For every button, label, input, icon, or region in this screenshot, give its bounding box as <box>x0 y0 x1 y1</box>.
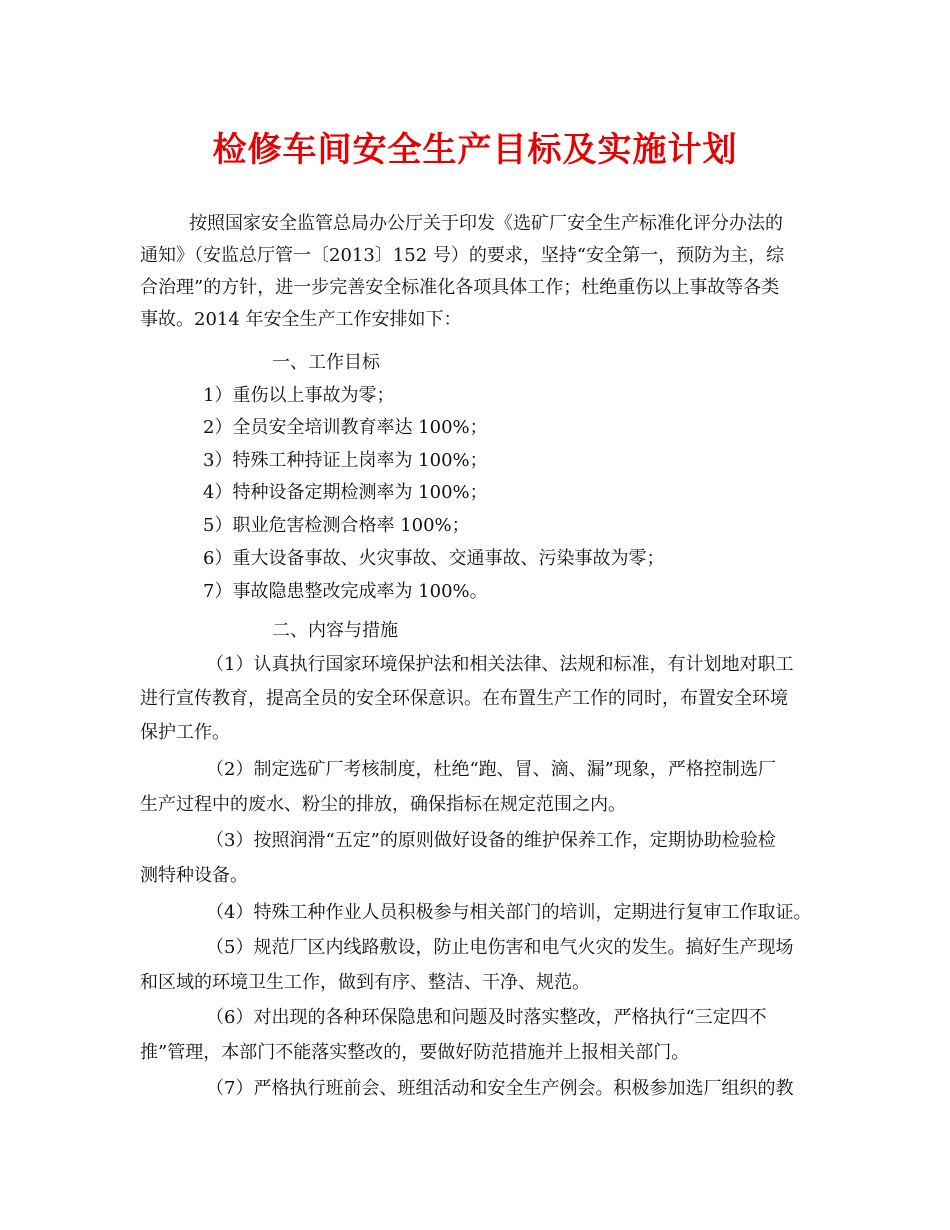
intro-line: 通知》（安监总厅管一〔2013〕152 号）的要求，坚持“安全第一，预防为主，综 <box>140 245 785 266</box>
measure-line: （4）特殊工种作业人员积极参与相关部门的培训，定期进行复审工作取证。 <box>206 902 812 923</box>
section-heading-measures: 二、内容与措施 <box>272 620 398 641</box>
measure-line: 保护工作。 <box>140 722 230 743</box>
measure-line: （2）制定选矿厂考核制度，杜绝“跑、冒、滴、漏”现象，严格控制选厂 <box>206 759 776 780</box>
measure-line: （6）对出现的各种环保隐患和问题及时落实整改，严格执行“三定四不 <box>206 1007 767 1028</box>
goal-item: 1）重伤以上事故为零； <box>203 385 395 406</box>
measure-line: （1）认真执行国家环境保护法和相关法律、法规和标准，有计划地对职工 <box>206 654 794 675</box>
page-title: 检修车间安全生产目标及实施计划 <box>212 130 738 170</box>
measure-line: （7）严格执行班前会、班组活动和安全生产例会。积极参加选厂组织的教 <box>206 1078 794 1099</box>
intro-line: 合治理”的方针，进一步完善安全标准化各项具体工作；杜绝重伤以上事故等各类 <box>140 277 780 298</box>
goal-item: 4）特种设备定期检测率为 100%； <box>203 482 488 503</box>
intro-line: 按照国家安全监管总局办公厅关于印发《选矿厂安全生产标准化评分办法的 <box>189 213 783 234</box>
measure-line: 推”管理，本部门不能落实整改的，要做好防范措施并上报相关部门。 <box>140 1042 690 1063</box>
goal-item: 6）重大设备事故、火灾事故、交通事故、污染事故为零； <box>203 548 665 569</box>
intro-line: 事故。2014 年安全生产工作安排如下： <box>140 309 462 330</box>
goal-item: 7）事故隐患整改完成率为 100%。 <box>203 581 488 602</box>
goal-item: 5）职业危害检测合格率 100%； <box>203 515 470 536</box>
measure-line: （5）规范厂区内线路敷设，防止电伤害和电气火灾的发生。搞好生产现场 <box>206 937 794 958</box>
measure-line: 生产过程中的废水、粉尘的排放，确保指标在规定范围之内。 <box>140 794 626 815</box>
measure-line: （3）按照润滑“五定”的原则做好设备的维护保养工作，定期协助检验检 <box>206 830 776 851</box>
measure-line: 和区域的环境卫生工作，做到有序、整洁、干净、规范。 <box>140 972 590 993</box>
measure-line: 测特种设备。 <box>140 865 248 886</box>
goal-item: 3）特殊工种持证上岗率为 100%； <box>203 450 488 471</box>
goal-item: 2）全员安全培训教育率达 100%； <box>203 417 488 438</box>
measure-line: 进行宣传教育，提高全员的安全环保意识。在布置生产工作的同时，布置安全环境 <box>140 688 788 709</box>
section-heading-goals: 一、工作目标 <box>272 352 380 373</box>
